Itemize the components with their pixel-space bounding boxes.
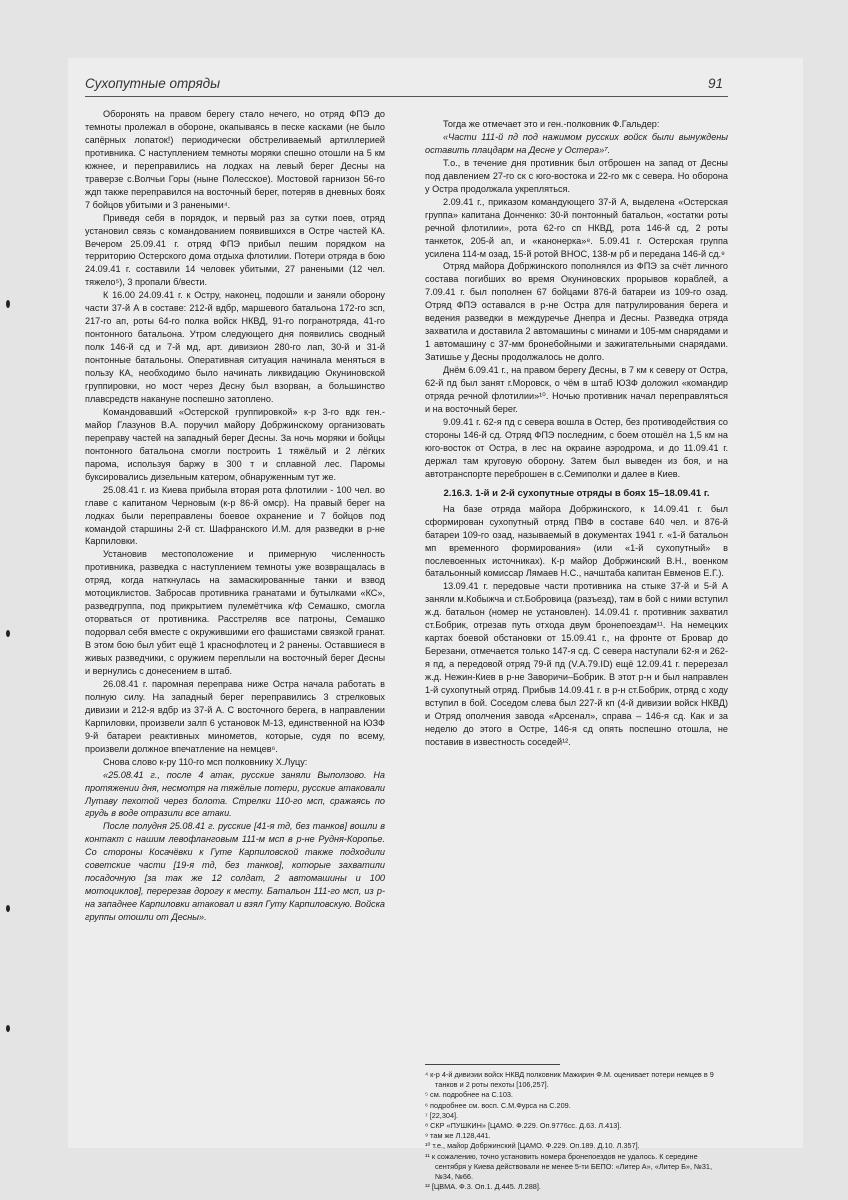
paragraph: 13.09.41 г. передовые части противника на стыке 37-й и 5-й А заняли м.Кобыжча и ст.Бобровица (разъезд), там в бой с ними вступил ж.д. батальон (номер не установлен). 14.09.41 г. противник захватил ст.Бобрик, отрезав путь отхода двум бронепоездам¹¹. На немецких картах боевой обстановки от 15.09.41 г., на фронте от Бровар до Березани, отмечается только 147-я сд. С севера наступали 62-я и 262-я пд, а передовой отряд 79-й пд (V.A.79.ID) ещё 12.09.41 г. перерезал ж.д. Нежин-Киев в р-не Заворичи–Бобрик. В этот р-н и был направлен 1-й сухопутный отряд. Прибыв 14.09.41 г. в р-н ст.Бобрик, отряд с ходу вступил в бой. Соседом слева был 227-й кп (4-й дивизии войск НКВД) и Отряд ополчения завода «Арсенал», справа – 146-я сд. Как и за неделю до этого в Остре, 146-я сд опять поспешно отошла, не поставив в известность соседей¹². [425, 581, 728, 747]
quote-paragraph: После полудня 25.08.41 г. русские [41-я тд, без танков] вошли в контакт с нашим левофланговым 111-м мсп в р-не Рудня-Коропье. Со стороны Косачёвки к Гуте Карпиловской также подходили советские части [19-я тд, без танков], которые захватили посадочную [за так же 12 солдат, 2 автомашины и 100 мотоциклов], перерезав дорогу к месту. Батальон 111-го мсп, из р-на западнее Карпиловки атаковал и взял Гуту Карпиловскую. Войска группы отошли от Десны». [85, 821, 385, 923]
paragraph: Отряд майора Добржинского пополнялся из ФПЭ за счёт личного состава погибших во время Окуниновских прорывов кораблей, а 7.09.41 г. был пополнен 67 бойцами 876-й батареи из 109-го озад. Отряд ФПЭ оставался в р-не Остра для патрулирования берега и ведения разведки в междуречье Днепра и Десны. Разведка отряда захватила и доставила 2 автомашины с минами и 105-мм снарядами и 1 автомашину с 37-мм бронебойными и зажигательными снарядами. Затишье у Десны продолжалось не долго. [425, 261, 728, 363]
footnote: ¹¹ к сожалению, точно установить номера бронепоездов не удалось. К середине сентября у Киева действовали не менее 5-ти БЕПО: «Литер А», «Литер Б», №31, №34, №66. [425, 1151, 712, 1182]
paragraph: 25.08.41 г. из Киева прибыла вторая рота флотилии - 100 чел. во главе с капитаном Черновым (к-р 86-й омср). На правый берег на лодках были переправлены боевое охранение и 7 бойцов под командой старшины 2-й ст. Шафранского И.М. для разведки в р-не Карпиловки. [85, 484, 385, 547]
paragraph: На базе отряда майора Добржинского, к 14.09.41 г. был сформирован сухопутный отряд ПВФ в составе 640 чел. и 876-й батареи 109-го озад, называемый в документах 1941 г. «1-й батальон мп временного формирования» (или «1-й сухопутный» в послевоенных источниках). К-р майор Добржинский В.Н., военком батальонный комиссар Лямаев Н.С., начштаба капитан Евменов Е.Г.). [425, 503, 728, 579]
paragraph: 9.09.41 г. 62-я пд с севера вошла в Остер, без противодействия со стороны 146-й сд. Отряд ФПЭ последним, с боем отошёл на 1,5 км на юго-восток от Остра, в лес на окраине аэродрома, и до 11.09.41 г. держал там круговую оборону. Затем был выведен из боя, и на автотранспорте переброшен в с.Семиполки и далее в Киев. [425, 416, 728, 479]
binding-hole-mark [6, 1025, 10, 1032]
right-column [425, 118, 728, 749]
footnote-rule [425, 1064, 560, 1065]
paragraph: Приведя себя в порядок, и первый раз за сутки поев, отряд установил связь с командованием появившихся в Остре частей КА. Вечером 25.09.41 г. отряд ФПЭ прибыл пешим порядком на территорию Остерского дома отдыха флотилии. Потери отряда в бою 24.09.41 г. составили 14 человек убитыми, 27 ранеными (12 чел. тяжело⁵), 3 пропали б/вести. [85, 212, 385, 288]
footnote: ⁶ подробнее см. восп. С.М.Фурса на С.209. [425, 1100, 571, 1110]
footnote: ⁴ к-р 4-й дивизии войск НКВД полковник Мажирин Ф.М. оценивает потери немцев в 9 танков и 2 роты пехоты [106,257]. [425, 1070, 714, 1090]
footnote: ⁵ см. подробнее на С.103. [425, 1090, 513, 1100]
paragraph: Днём 6.09.41 г., на правом берегу Десны, в 7 км к северу от Остра, 62-й пд был занят г.Моровск, о чём в штаб ЮЗФ доложил «командир отряда речной флотилии»¹⁰. Ночью противник начал переправляться и на восточный берег. [425, 365, 728, 414]
paragraph: 2.09.41 г., приказом командующего 37-й А, выделена «Остерская группа» капитана Донченко: 30-й понтонный батальон, «остатки роты речной флотилии», рота 62-го сп НКВД, рота 146-й сд, 2 роты танкеток, 205-й ап, и «канонерка»⁸. 5.09.41 г. Остерская группа усилена 114-м озад, 15-й ротой ВНОС, 138-м рб и передана 146-й сд.⁹ [425, 196, 728, 259]
paragraph: Т.о., в течение дня противник был отброшен на запад от Десны под давлением 27-го ск с юго-востока и 22-го мк с севера. Но оборона у Остра продолжала укрепляться. [425, 157, 728, 194]
footnote: ⁸ СКР «ПУШКИН» [ЦАМО. Ф.229. Оп.9776сс. Д.63. Л.413]. [425, 1121, 622, 1131]
section-heading: 2.16.3. 1-й и 2-й сухопутные отряды в боях 15–18.09.41 г. [443, 487, 710, 499]
binding-hole-mark [6, 630, 10, 637]
paragraph: Командовавший «Остерской группировкой» к-р 3-го вдк ген.-майор Глазунов В.А. поручил майору Добржинскому организовать переправу частей на западный берег Десны. За ночь моряки и бойцы понтонного батальона смогли построить 1 тяжёлый и 2 лёгких парома, используя баржу в 300 т и сплавной лес. Паромы буксировались дизельным катером, обнаруженным тут же. [85, 406, 385, 482]
quote-paragraph: «Части 111-й пд под нажимом русских войск были вынуждены оставить плацдарм на Десне у Остера»⁷. [425, 131, 728, 155]
binding-hole-mark [6, 905, 10, 912]
paragraph: Установив местоположение и примерную численность противника, разведка с наступлением темноты уже возвращалась в отряд, когда наткнулась на замаскированные танки и взвод мотоциклистов. Забросав противника гранатами и бутылками «КС», разведгруппа, под прикрытием пулемётчика к/ф Семашко, смогла оторваться от противника. Расстреляв все патроны, Семашко подорвал себя вместе с окружившими его фашистами связкой гранат. В этом бою был убит ещё 1 краснофлотец и 2 ранены. Оставшиеся в живых разведчики, с оружием переплыли на восточный берег Десны и вернулись с донесением в штаб. [85, 549, 385, 676]
quote-paragraph: «25.08.41 г., после 4 атак, русские заняли Выползово. На протяжении дня, несмотря на тяжёлые потери, русские атаковали Лутаву пехотой через болота. Стрелки 110-го мсп, сражаясь по грудь в воде отразили все атаки. [85, 769, 385, 819]
footnote: ¹² [ЦВМА. Ф.3. Оп.1. Д.445. Л.288]. [425, 1182, 541, 1192]
paragraph: Снова слово к-ру 110-го мсп полковнику Х.Луцу: [103, 756, 308, 767]
page-number: 91 [708, 76, 724, 91]
running-header-title: Сухопутные отряды [85, 76, 221, 91]
footnote: ¹⁰ т.е., майор Добржинский [ЦАМО. Ф.229. Оп.189. Д.10. Л.357]. [425, 1141, 640, 1151]
paragraph: Тогда же отмечает это и ген.-полковник Ф.Гальдер: [443, 119, 660, 129]
header-rule [85, 96, 728, 97]
footnote: ⁹ там же Л.128,441. [425, 1131, 491, 1141]
paragraph: Оборонять на правом берегу стало нечего, но отряд ФПЭ до темноты пролежал в обороне, окапываясь в песке касками (не было сапёрных лопаток!) периодически обстреливаемый артиллерией противника. С наступлением темноты моряки спешно отошли на 5 км южнее, и переправились на лодках на левый берег Десны на траверзе с.Волчьи Горы (ныне Полесское). Мостовой гарнизон 56-го ждп также переправился на восточный берег, потеряв в дневных боях 7 бойцов убитыми и 3 ранеными⁴. [85, 109, 385, 210]
left-column [85, 108, 385, 924]
paragraph: К 16.00 24.09.41 г. к Остру, наконец, подошли и заняли оборону части 37-й А в составе: 212-й вдбр, маршевого батальона 172-го зсп, 217-го ап, роты 64-го полка войск НКВД, 91-го погранотряда, 41-го понтонного батальона. Утром следующего дня появились сводный полк 146-й сд и 7-й мд, арт. дивизион 280-го лап, 30-й и 31-й понтонные батальоны. Оперативная ситуация начинала меняться в пользу КА, необходимо было начинать ликвидацию Окуниновской группировки, но мост через Десну был взорван, а большинство плавсредств накануне поспешно затоплено. [85, 290, 385, 404]
paragraph: 26.08.41 г. паромная переправа ниже Остра начала работать в полную силу. На западный берег переправились 3 стрелковых дивизии и 212-я вдбр из 37-й А. С восточного берега, в направлении Карпиловки, произвели залп 6 установок М-13, единственной на ЮЗФ 9-й батареи реактивных минометов, которые, судя по всему, произвели должное впечатление на немцев⁶. [85, 678, 385, 754]
footnotes [425, 1070, 728, 1192]
footnote: ⁷ [22,304]. [425, 1110, 459, 1120]
binding-hole-mark [6, 300, 10, 308]
